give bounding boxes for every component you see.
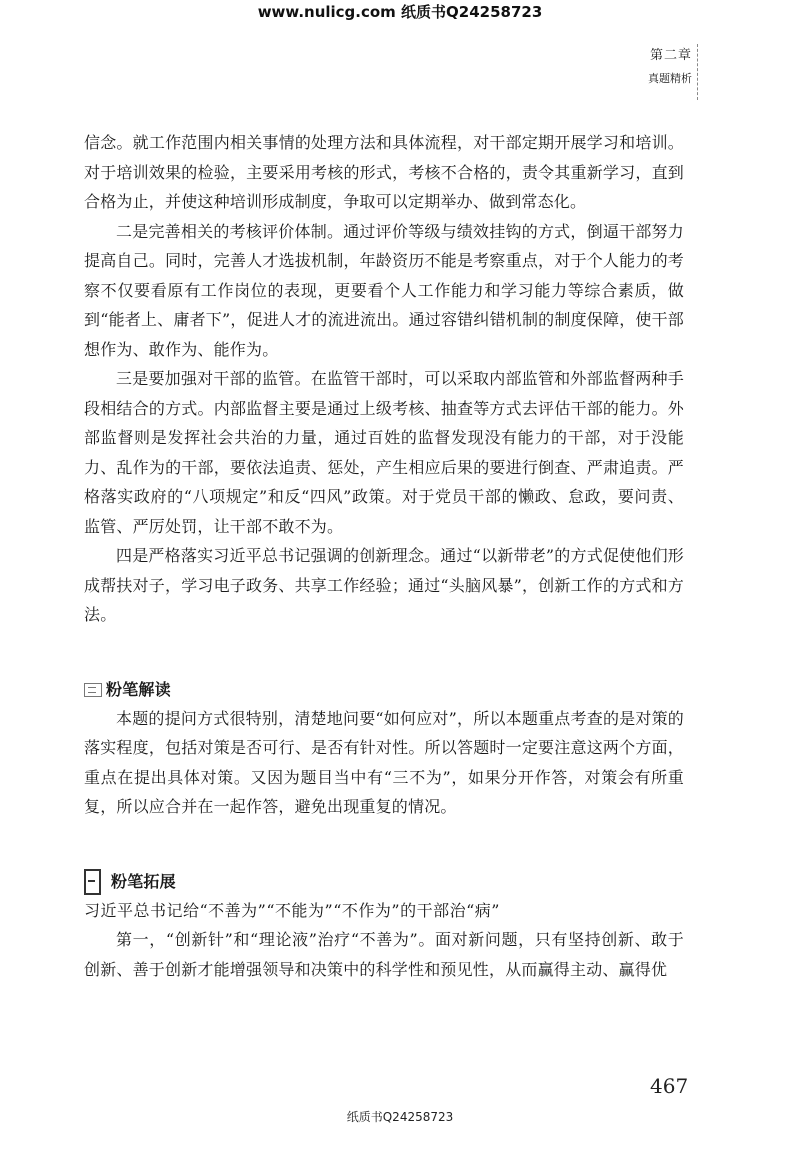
watermark-top: www.nulicg.com 纸质书Q24258723 [257,3,543,21]
body-paragraph-2: 二是完善相关的考核评价体制。通过评价等级与绩效挂钩的方式，倒逼干部努力提高自己。同时，完善人才选拔机制，年龄资历不能是考察重点，对于个人能力的考察不仅要看原有工作岗位的表现，更要看个人工作能力和学习能力等综合素质，做到“能者上、庸者下”，促进人才的流进流出。通过容错纠错机制的制度保障，使干部想作为、敢作为、能作为。 [84,221,684,359]
chapter-divider [697,44,698,100]
body-paragraph-4: 四是严格落实习近平总书记强调的创新理念。通过“以新带老”的方式促使他们形成帮扶对子，学习电子政务、共享工作经验；通过“头脑风暴”，创新工作的方式和方法。 [84,546,684,624]
extension-heading-text: 粉笔拓展 [111,871,176,891]
extension-heading [84,868,684,896]
body-paragraph-1: 信念。就工作范围内相关事情的处理方法和具体流程，对干部定期开展学习和培训。对于培训效果的检验，主要采用考核的形式，考核不合格的，责令其重新学习，直到合格为止，并使这种培训形成制度，争取可以定期举办、做到常态化。 [84,133,684,211]
interpretation-heading [84,676,684,704]
watermark-bottom: 纸质书Q24258723 [346,1110,454,1124]
section-icon [84,683,102,697]
extension-paragraph: 第一，“创新针”和“理论液”治疗“不善为”。面对新问题，只有坚持创新、敢于创新、善于创新才能增强领导和决策中的科学性和预见性，从而赢得主动、赢得优 [84,930,684,979]
interpretation-heading-text: 粉笔解读 [106,679,171,699]
chapter-title: 第二章 [649,48,692,63]
chapter-header [648,46,692,88]
page-content [84,128,684,984]
bookmark-icon [84,869,101,895]
body-paragraph-3: 三是要加强对干部的监管。在监管干部时，可以采取内部监管和外部监督两种手段相结合的方式。内部监督主要是通过上级考核、抽查等方式去评估干部的能力。外部监督则是发挥社会共治的力量，通过百姓的监督发现没有能力的干部，对于没能力、乱作为的干部，要依法追责、惩处，产生相应后果的要进行倒查、严肃追责。严格落实政府的“八项规定”和反“四风”政策。对于党员干部的懒政、怠政，要问责、监管、严厉处罚，让干部不敢不为。 [84,369,684,536]
page-number: 467 [650,1074,689,1098]
interpretation-paragraph: 本题的提问方式很特别，清楚地问要“如何应对”，所以本题重点考查的是对策的落实程度，包括对策是否可行、是否有针对性。所以答题时一定要注意这两个方面，重点在提出具体对策。又因为题目当中有“三不为”，如果分开作答，对策会有所重复，所以应合并在一起作答，避免出现重复的情况。 [84,708,684,816]
chapter-subtitle: 真题精析 [648,72,692,85]
extension-title: 习近平总书记给“不善为”“不能为”“不作为”的干部治“病” [84,900,500,920]
